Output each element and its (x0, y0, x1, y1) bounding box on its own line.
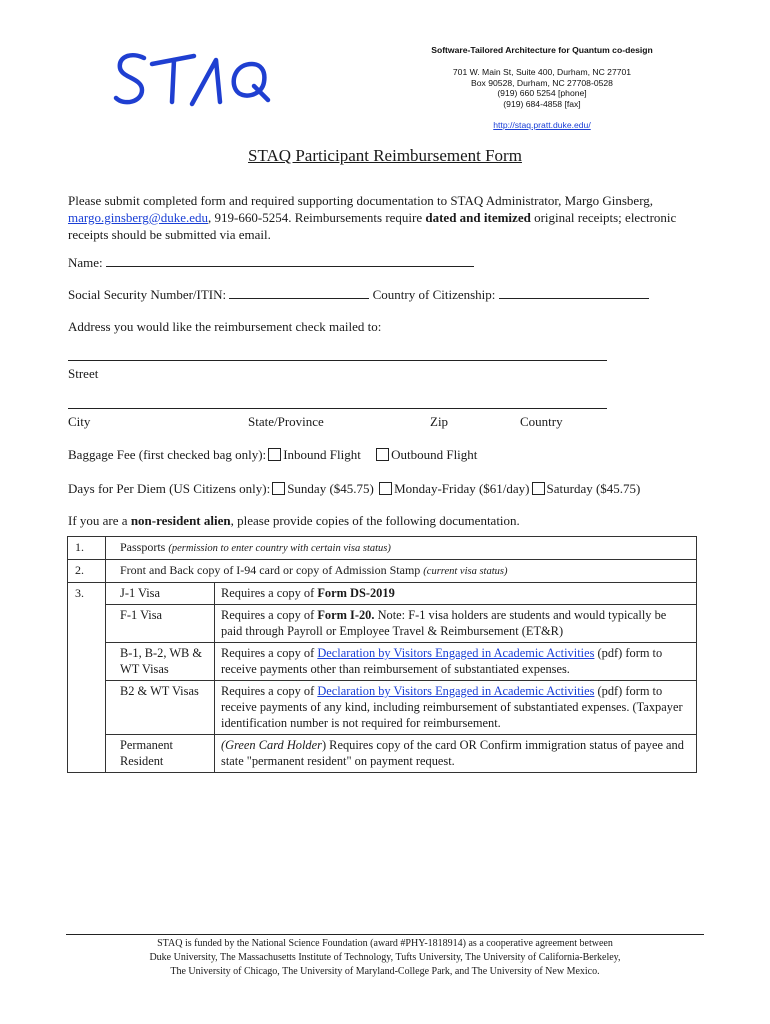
nra-bold: non-resident alien (130, 513, 231, 528)
street-field[interactable] (68, 360, 607, 361)
city-label: City (68, 414, 91, 429)
street-label: Street (68, 366, 99, 381)
saturday-label: Saturday ($45.75) (546, 481, 641, 496)
sunday-label: Sunday ($45.75) (287, 481, 374, 496)
visa-subtable (106, 583, 696, 772)
req-text: Requires a copy of (221, 684, 318, 698)
visa-type: Permanent Resident (106, 735, 215, 772)
funding-footer (66, 937, 704, 979)
req-bold: Form I-20. (317, 608, 375, 622)
ssn-row (68, 286, 649, 303)
perdiem-row (68, 480, 640, 497)
name-label: Name: (68, 255, 103, 270)
req-text-post: ) Requires copy of the card OR Confirm immigration status of payee and state "permanent resident" on payment request. (221, 738, 684, 768)
address-line-2: Box 90528, Durham, NC 27708-0528 (471, 77, 613, 88)
row-content (106, 560, 696, 582)
row-number: 2. (68, 560, 106, 582)
declaration-link[interactable]: Declaration by Visitors Engaged in Academic Activities (317, 684, 595, 698)
footer-line-2: Duke University, The Massachusetts Institute of Technology, Tufts University, The University of California-Berkeley, (149, 952, 621, 963)
row-number: 1. (68, 537, 106, 559)
footer-divider (66, 934, 704, 935)
intro-paragraph (68, 192, 708, 243)
nra-text-1: If you are a (68, 513, 131, 528)
admin-email-link[interactable]: margo.ginsberg@duke.edu (68, 210, 209, 225)
req-text: Requires a copy of (221, 646, 318, 660)
row-number: 3. (68, 583, 106, 772)
req-text-post: Note: F-1 visa holders are students and would typically be paid through Payroll or Employee Travel & Reimbursement (ET&R) (221, 608, 667, 638)
ssn-field[interactable] (229, 286, 369, 299)
intro-text-2: , 919-660-5254. Reimbursements require (208, 210, 426, 225)
name-row (68, 254, 474, 271)
sunday-checkbox[interactable] (272, 482, 285, 495)
intro-text-1: Please submit completed form and required supporting documentation to STAQ Administrator, Margo Ginsberg, (68, 193, 654, 208)
inbound-checkbox[interactable] (268, 448, 281, 461)
visa-type: B-1, B-2, WB & WT Visas (106, 643, 215, 680)
visa-row (106, 643, 696, 681)
org-title: Software-Tailored Architecture for Quantum co-design (431, 45, 653, 55)
form-title: STAQ Participant Reimbursement Form (248, 146, 522, 165)
ssn-label: Social Security Number/ITIN: (68, 287, 227, 302)
visa-row (106, 735, 696, 772)
visa-type: F-1 Visa (106, 605, 215, 642)
footer-line-3: The University of Chicago, The University of Maryland-College Park, and The University of New Mexico. (170, 966, 600, 977)
baggage-label: Baggage Fee (first checked bag only): (68, 447, 267, 462)
visa-requirement (215, 681, 696, 734)
phone-number: (919) 660 5254 [phone] (497, 88, 587, 98)
visa-row (106, 583, 696, 605)
req-italic: (Green Card Holder (221, 738, 322, 752)
org-address (392, 67, 692, 109)
fax-number: (919) 684-4858 [fax] (503, 98, 581, 109)
name-field[interactable] (106, 254, 474, 267)
citizenship-field[interactable] (499, 286, 649, 299)
visa-requirement (215, 583, 696, 604)
citizenship-label: Country of Citizenship: (372, 287, 496, 302)
documentation-table (67, 536, 697, 773)
intro-bold: dated and itemized (425, 210, 531, 225)
inbound-label: Inbound Flight (283, 447, 361, 462)
row-note: (current visa status) (423, 566, 508, 577)
req-text-post: (pdf) form to receive payments of any kind, including reimbursement of substantiated expenses. (Taxpayer identification number is not required for reimbursement. (221, 684, 683, 730)
req-text-post: (pdf) form to receive payments other than reimbursement of substantiated expenses. (221, 646, 663, 676)
address-prompt: Address you would like the reimbursement check mailed to: (68, 319, 382, 334)
weekday-label: Monday-Friday ($61/day) (394, 481, 530, 496)
baggage-row (68, 446, 477, 463)
visa-requirement (215, 605, 696, 642)
city-state-zip-field[interactable] (68, 408, 607, 409)
table-row (68, 537, 696, 560)
website-link[interactable]: http://staq.pratt.duke.edu/ (493, 120, 591, 130)
nra-text-2: , please provide copies of the following documentation. (230, 513, 520, 528)
country-label: Country (520, 414, 563, 429)
req-bold: Form DS-2019 (317, 586, 395, 600)
visa-row (106, 605, 696, 643)
row-text: Front and Back copy of I-94 card or copy of Admission Stamp (120, 563, 424, 577)
row-note: (permission to enter country with certain visa status) (168, 543, 391, 554)
saturday-checkbox[interactable] (532, 482, 545, 495)
state-label: State/Province (248, 414, 324, 429)
weekday-checkbox[interactable] (379, 482, 392, 495)
table-row (68, 583, 696, 772)
row-text: Passports (120, 540, 169, 554)
req-text: Requires a copy of (221, 586, 318, 600)
outbound-checkbox[interactable] (376, 448, 389, 461)
table-row (68, 560, 696, 583)
visa-row (106, 681, 696, 735)
visa-type: J-1 Visa (106, 583, 215, 604)
staq-logo (112, 50, 292, 112)
footer-line-1: STAQ is funded by the National Science Foundation (award #PHY-1818914) as a cooperative agreement between (157, 938, 613, 949)
row-content (106, 537, 696, 559)
visa-type: B2 & WT Visas (106, 681, 215, 734)
req-text: Requires a copy of (221, 608, 318, 622)
outbound-label: Outbound Flight (391, 447, 478, 462)
perdiem-label: Days for Per Diem (US Citizens only): (68, 481, 271, 496)
nra-note (68, 512, 520, 529)
intro-text-3: original receipts; electronic receipts should be submitted via email. (68, 210, 677, 242)
declaration-link[interactable]: Declaration by Visitors Engaged in Academic Activities (317, 646, 595, 660)
zip-label: Zip (430, 414, 449, 429)
visa-requirement (215, 735, 696, 772)
address-line-1: 701 W. Main St, Suite 400, Durham, NC 27701 (452, 67, 632, 77)
visa-requirement (215, 643, 696, 680)
website-container (392, 120, 692, 131)
